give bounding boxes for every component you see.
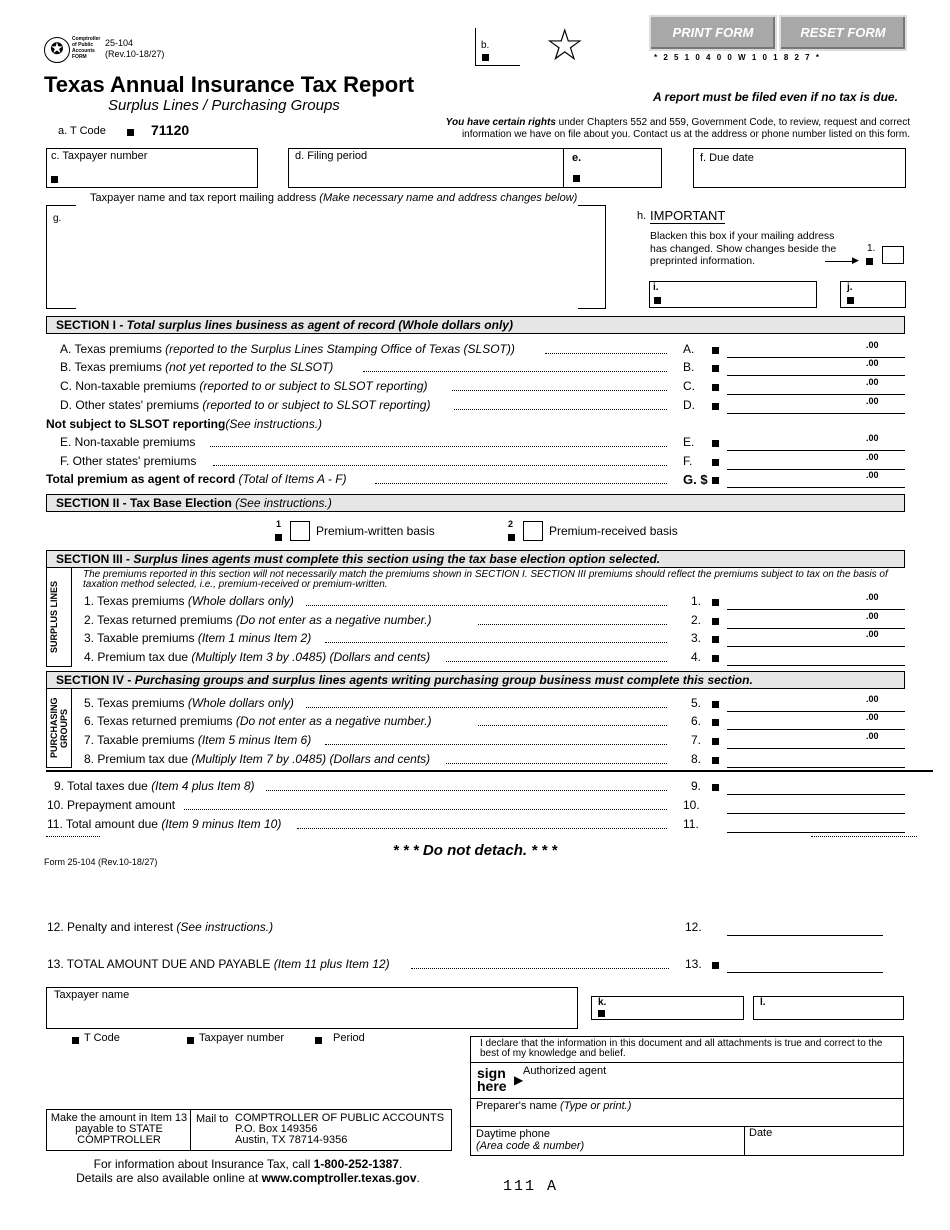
cents-label: .00 [866,358,879,368]
row-number: 4. [691,650,702,664]
row-letter: G. $ [683,472,708,487]
print-form-button[interactable]: PRINT FORM [649,15,777,51]
total-row-11 [0,817,950,835]
field-e[interactable] [563,148,662,188]
detach-line-right [811,836,917,837]
row-text [60,379,428,393]
section-4-row-5 [0,696,950,714]
mail-to-label: Mail to [196,1113,229,1125]
tcode-value: 71120 [151,122,190,138]
must-file-notice: A report must be filed even if no tax is due. [653,90,898,104]
row-note: (Item 9 minus Item 10) [161,817,282,831]
detach-line-left [46,836,100,837]
section-1-row-a [0,342,950,360]
leader-dots [306,707,667,708]
field-b-label: b. [481,40,490,51]
field-marker [712,440,719,447]
row-note: (Whole dollars only) [187,594,294,608]
row-note: (Item 1 minus Item 2) [197,631,312,645]
section-3-note: The premiums reported in this section will not necessarily match the premiums shown in SECTION I. SECTION III premiums should reflect the premiums subject to tax on the basis of taxation method selected, i.e., premium-received or premium-written. [83,569,888,590]
row-text [47,957,390,971]
sign-arrow-icon: ▶ [514,1073,524,1087]
row-number: 9. [691,779,702,793]
field-k[interactable] [591,996,744,1020]
row-note: (Whole dollars only) [187,696,294,710]
item-4-input[interactable] [727,665,905,666]
rights-text: under Chapters 552 and 559, Government Code, to review, request and correct information we have on file about you. Contact us at the address or phone number listed on this form. [461,117,910,140]
field-j-label: j. [847,282,853,293]
due-date-field[interactable] [693,148,906,188]
field-marker [847,297,854,304]
premium-written-checkbox[interactable] [290,521,310,541]
field-marker [712,757,719,764]
row-number: 8. [691,752,702,766]
row-label: B. Texas premiums [60,360,166,374]
row-letter: B. [683,360,695,374]
row-text [47,920,273,934]
leader-dots [478,624,667,625]
item-7-input[interactable] [727,748,905,749]
leader-dots [478,725,667,726]
cents-label: .00 [866,694,879,704]
leader-dots [297,828,667,829]
field-marker [712,655,719,662]
amount-c-input[interactable] [727,394,905,395]
leader-dots [213,465,667,466]
section-1-title: Total surplus lines business as agent of record (Whole dollars only) [126,318,513,332]
taxpayer-number-field[interactable] [46,148,258,188]
item-10-input[interactable] [727,813,905,814]
field-marker [187,1037,194,1044]
section-3-row-4 [0,650,950,668]
row-text [60,342,515,356]
section-1-total-row [0,472,950,490]
phone-label [476,1128,584,1152]
row-label: 11. Total amount due [47,817,162,831]
field-marker [866,258,873,265]
form-rev: (Rev.10-18/27) [105,49,165,59]
payable-box [46,1109,452,1151]
leader-dots [375,483,667,484]
cents-label: .00 [866,470,879,480]
leader-dots [306,605,667,606]
section-4-row-6 [0,714,950,732]
leader-dots [325,642,667,643]
leader-dots [545,353,667,354]
row-text [84,733,311,747]
not-subject-note: (See instructions.) [225,417,323,431]
leader-dots [452,390,667,391]
field-marker [712,738,719,745]
important-heading: IMPORTANT [650,208,726,223]
info-end: . [416,1171,420,1185]
row-label: C. Non-taxable premiums [60,379,200,393]
section-4-title: Purchasing groups and surplus lines agents writing purchasing group business must complete this section. [134,673,753,687]
not-subject-heading [0,417,950,435]
mail-addr-line3: Austin, TX 78714-9356 [235,1134,348,1146]
important-num: 1. [867,243,876,254]
date-label: Date [749,1127,773,1139]
row-text [84,752,430,766]
star-icon: ☆ [545,21,585,70]
field-marker [712,618,719,625]
leader-dots [325,744,667,745]
form-number: 25-104 [105,38,134,48]
row-text [46,417,322,431]
rights-bold: You have certain rights [445,117,556,128]
section-4-row-7 [0,733,950,751]
premium-written-label: Premium-written basis [316,524,435,538]
arrow-right-icon: ▶ [852,255,859,265]
date-input[interactable] [775,1140,900,1155]
row-note: (Item 11 plus Item 12) [273,957,390,971]
section-3-header [46,550,905,568]
row-text [84,696,294,710]
item-1-input[interactable] [727,609,905,610]
row-label: 7. Taxable premiums [84,733,198,747]
item-12-row [0,920,950,938]
row-text [84,714,432,728]
field-marker [712,365,719,372]
row-note: (Multiply Item 7 by .0485) (Dollars and cents) [191,752,431,766]
cents-label: .00 [866,592,879,602]
row-text [84,613,432,627]
section-4-header [46,671,905,689]
leader-dots [411,968,669,969]
taxpayer-name-label: Taxpayer name [54,989,130,1001]
total-row-9 [0,779,950,797]
row-label: 12. Penalty and interest [47,920,177,934]
daytime-phone-input[interactable] [575,1127,740,1155]
address-changed-checkbox[interactable] [882,246,904,264]
field-marker [712,403,719,410]
field-marker [712,477,719,484]
barcode: * 2 5 1 0 4 0 0 W 1 0 1 8 2 7 * [654,53,821,62]
authorized-agent-input[interactable] [518,1064,902,1091]
row-number: 6. [691,714,702,728]
row-text [47,817,281,831]
row-note: (not yet reported to the SLSOT) [165,360,334,374]
item-9-input[interactable] [727,794,905,795]
leader-dots [184,809,667,810]
item-3-input[interactable] [727,646,905,647]
sign-word: sign [477,1065,506,1081]
row-label: 2. Texas returned premiums [84,613,236,627]
field-marker [712,347,719,354]
divider [46,308,76,309]
row-note: (Multiply Item 3 by .0485) (Dollars and cents) [191,650,431,664]
row-number: 12. [685,920,702,934]
leader-dots [446,763,667,764]
row-label: D. Other states' premiums [60,398,203,412]
section-1-prefix: SECTION I - [56,318,127,332]
item-6-input[interactable] [727,729,905,730]
amount-d-input[interactable] [727,413,905,414]
divider [744,1126,745,1156]
preparer-text: Preparer's name [476,1100,557,1112]
field-marker [712,459,719,466]
section-3-prefix: SECTION III - [56,552,134,566]
field-j[interactable] [840,281,906,308]
divider [577,987,578,1029]
row-number: 11. [683,817,699,831]
info-text [46,1157,450,1185]
row-label: A. Texas premiums [60,342,166,356]
preparer-note: (Type or print.) [560,1100,632,1112]
field-i[interactable] [649,281,817,308]
amount-total-input[interactable] [727,487,905,488]
leader-dots [363,371,667,372]
arrow-line [825,261,853,262]
row-text [46,472,347,486]
field-marker [508,534,515,541]
tcode-label: a. T Code [58,125,106,137]
mailing-label-text: Taxpayer name and tax report mailing address [90,192,317,204]
row-label: 1. Texas premiums [84,594,188,608]
premium-received-label: Premium-received basis [549,524,678,538]
sign-here-label [477,1067,507,1093]
row-note: (Item 4 plus Item 8) [151,779,255,793]
field-marker [712,599,719,606]
item-11-input[interactable] [727,832,905,833]
field-marker [712,962,719,969]
item-13-row [0,957,950,975]
field-marker [712,384,719,391]
info-phone: 1-800-252-1387 [313,1157,399,1171]
row-text [84,631,311,645]
mailing-address-area[interactable] [46,205,606,309]
reset-form-button[interactable]: RESET FORM [779,15,907,51]
form-footer: Form 25-104 (Rev.10-18/27) [44,857,158,867]
leader-dots [454,409,667,410]
section-3-row-1 [0,594,950,612]
section-3-row-3 [0,631,950,649]
row-label: 8. Premium tax due [84,752,192,766]
row-note: (Item 5 minus Item 6) [197,733,312,747]
section-1-row-e [0,435,950,453]
section-4-prefix: SECTION IV - [56,673,135,687]
phone-note: (Area code & number) [476,1140,585,1152]
section-1-row-c [0,379,950,397]
row-number: 3. [691,631,702,645]
row-letter: F. [683,454,693,468]
section-2-note: (See instructions.) [235,496,332,510]
section-4-row-8 [0,752,950,770]
leader-dots [266,790,667,791]
field-marker [573,175,580,182]
field-marker [712,784,719,791]
divider [471,1098,903,1099]
seal-icon: ✪ [44,37,70,63]
field-marker [598,1010,605,1017]
row-label: 4. Premium tax due [84,650,192,664]
field-e-label: e. [572,152,582,164]
info-website[interactable]: www.comptroller.texas.gov [261,1171,417,1185]
info-line1: For information about Insurance Tax, call [93,1157,314,1171]
taxpayer-name-field[interactable] [46,987,578,1029]
tcode-marker [127,129,134,136]
row-label: 3. Taxable premiums [84,631,198,645]
cents-label: .00 [866,377,879,387]
do-not-detach: * * * Do not detach. * * * [392,842,558,859]
divider [46,770,933,772]
row-letter: C. [683,379,695,393]
row-note: (reported to or subject to SLSOT reporting) [199,379,428,393]
field-marker [51,176,58,183]
divider [578,308,606,309]
field-marker [654,297,661,304]
field-g-label: g. [53,213,62,224]
row-label: F. Other states' premiums [60,454,197,468]
section-3-title: Surplus lines agents must complete this section using the tax base election option selected. [133,552,661,566]
cents-label: .00 [866,396,879,406]
cents-label: .00 [866,452,879,462]
row-label: 13. TOTAL AMOUNT DUE AND PAYABLE [47,957,274,971]
row-label: E. Non-taxable premiums [60,435,196,449]
option-2-num: 2 [508,519,514,529]
period-footer-label: Period [333,1032,365,1044]
purchasing-groups-side-label: PURCHASING GROUPS [49,697,69,759]
phone-text: Daytime phone [476,1128,550,1140]
row-letter: E. [683,435,695,449]
row-label: 9. Total taxes due [54,779,152,793]
not-subject-bold: Not subject to SLSOT reporting [46,417,226,431]
row-label: 6. Texas returned premiums [84,714,236,728]
section-1-row-f [0,454,950,472]
total-row-10 [0,798,950,816]
leader-dots [446,661,667,662]
row-number: 2. [691,613,702,627]
total-bold: Total premium as agent of record [46,472,236,486]
row-note: (Do not enter as a negative number.) [235,714,432,728]
row-label: 5. Texas premiums [84,696,188,710]
row-number: 10. [683,798,700,812]
page-subtitle: Surplus Lines / Purchasing Groups [108,97,340,114]
field-marker [712,636,719,643]
preparer-name-input[interactable] [472,1110,902,1124]
row-note: (reported to or subject to SLSOT reporting) [202,398,431,412]
section-2-header [46,494,905,512]
total-note: (Total of Items A - F) [238,472,347,486]
cents-label: .00 [866,731,879,741]
mailing-label-note: (Make necessary name and address changes below) [319,192,578,204]
important-h-label: h. [637,210,647,222]
divider [471,1062,903,1063]
row-number: 1. [691,594,702,608]
mail-address [235,1113,444,1146]
row-text [54,779,255,793]
page-title: Texas Annual Insurance Tax Report [44,72,415,97]
item-12-input[interactable] [727,935,883,936]
filing-period-label: d. Filing period [295,150,368,162]
cents-label: .00 [866,611,879,621]
leader-dots [210,446,667,447]
item-13-input[interactable] [727,972,883,973]
row-letter: A. [683,342,695,356]
section-3-row-2 [0,613,950,631]
cents-label: .00 [866,340,879,350]
option-1-num: 1 [276,519,282,529]
section-2-title: SECTION II - Tax Base Election [56,496,236,510]
mail-addr-line1: COMPTROLLER OF PUBLIC ACCOUNTS [235,1112,445,1124]
field-marker [275,534,282,541]
field-l-label: l. [760,997,766,1008]
rights-notice [400,117,910,141]
field-b-marker [482,54,489,61]
divider [190,1110,191,1150]
mailing-address-label [90,192,577,204]
row-note: (See instructions.) [176,920,274,934]
here-word: here [477,1078,507,1094]
row-label: 10. Prepayment amount [47,798,176,812]
payable-text: Make the amount in Item 13 payable to STATE COMPTROLLER [50,1112,188,1146]
row-text [60,360,333,374]
row-text [84,650,430,664]
field-marker [712,701,719,708]
field-i-label: i. [653,282,659,293]
row-number: 5. [691,696,702,710]
field-b[interactable] [475,28,520,66]
row-letter: D. [683,398,695,412]
declaration-text: I declare that the information in this document and all attachments is true and correct to the best of my knowledge and belief. [480,1038,883,1059]
row-number: 13. [685,957,702,971]
row-text [60,398,430,412]
field-k-label: k. [598,997,607,1008]
section-1-row-d [0,398,950,416]
logo-text: Comptroller of Public Accounts FORM [72,36,101,60]
row-text [84,594,294,608]
info-line2: Details are also available online at [76,1171,262,1185]
cents-label: .00 [866,629,879,639]
amount-e-input[interactable] [727,450,905,451]
premium-received-checkbox[interactable] [523,521,543,541]
mail-addr-line2: P.O. Box 149356 [235,1123,318,1135]
taxpayer-number-label: c. Taxpayer number [51,150,148,162]
section-1-row-b [0,360,950,378]
surplus-lines-side-label: SURPLUS LINES [49,581,59,654]
important-text: Blacken this box if your mailing address has changed. Show changes beside the preprinted information. [650,230,837,267]
info-end: . [398,1157,403,1171]
due-date-label: f. Due date [700,152,754,164]
cents-label: .00 [866,433,879,443]
field-marker [72,1037,79,1044]
form-code: 111 A [503,1178,559,1195]
tcode-footer-label: T Code [84,1032,120,1044]
field-marker [315,1037,322,1044]
field-marker [712,719,719,726]
amount-b-input[interactable] [727,375,905,376]
field-l[interactable] [753,996,904,1020]
item-8-input[interactable] [727,767,905,768]
authorized-agent-label: Authorized agent [523,1065,607,1077]
row-note: (reported to the Surplus Lines Stamping Office of Texas (SLSOT)) [165,342,515,356]
section-1-header [46,316,905,334]
row-note: (Do not enter as a negative number.) [235,613,432,627]
taxpayer-number-footer-label: Taxpayer number [199,1032,284,1044]
row-number: 7. [691,733,702,747]
cents-label: .00 [866,712,879,722]
